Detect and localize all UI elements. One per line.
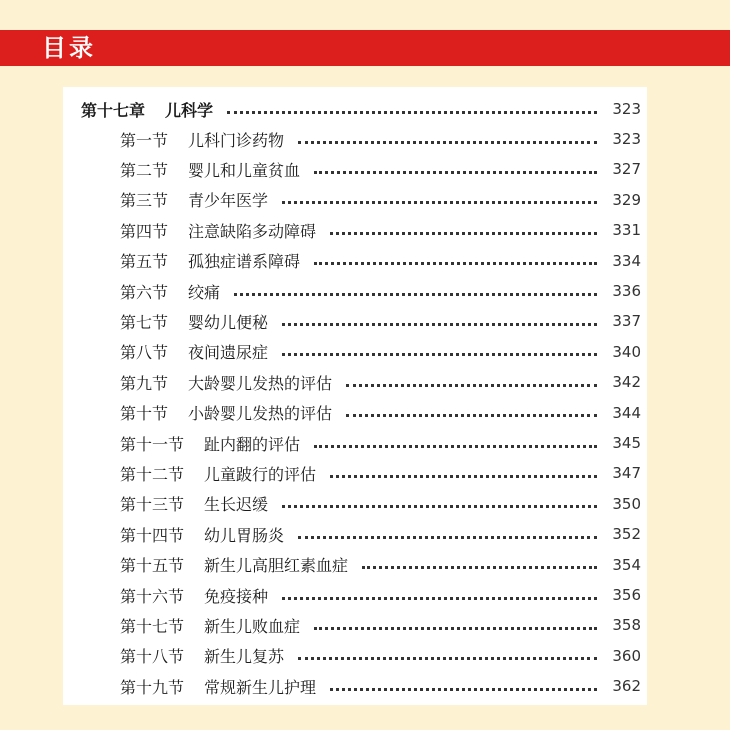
section-title: 生长迟缓 xyxy=(204,495,269,515)
page-number: 336 xyxy=(612,282,641,300)
section-number: 第十五节 xyxy=(120,556,185,576)
page-number: 344 xyxy=(612,403,641,422)
section-number: 第十六节 xyxy=(120,586,185,606)
section-number: 第十四节 xyxy=(120,525,185,545)
toc-section-row[interactable] xyxy=(63,185,647,215)
section-number: 第六节 xyxy=(120,282,169,302)
section-number: 第十九节 xyxy=(120,677,185,697)
page-number: 362 xyxy=(612,677,641,696)
section-title: 婴幼儿便秘 xyxy=(188,312,269,332)
dot-leader xyxy=(330,688,597,691)
toc-section-row[interactable] xyxy=(63,337,647,367)
section-number: 第九节 xyxy=(120,373,169,393)
section-number: 第四节 xyxy=(120,221,169,241)
dot-leader xyxy=(282,353,597,356)
page-number: 360 xyxy=(612,646,641,665)
dot-leader xyxy=(298,141,597,144)
toc-section-row[interactable] xyxy=(63,306,647,336)
page-number: 334 xyxy=(612,251,641,270)
page-number: 340 xyxy=(612,342,641,361)
page-number: 323 xyxy=(612,130,641,148)
toc-section-row[interactable] xyxy=(63,246,647,276)
toc-section-row[interactable] xyxy=(63,671,647,701)
dot-leader xyxy=(314,171,597,174)
section-title: 新生儿高胆红素血症 xyxy=(204,556,349,576)
toc-section-row[interactable] xyxy=(63,641,647,671)
section-title: 婴儿和儿童贫血 xyxy=(188,160,301,180)
toc-section-row[interactable] xyxy=(63,215,647,245)
dot-leader xyxy=(298,536,597,539)
dot-leader xyxy=(314,445,597,448)
section-number: 第十八节 xyxy=(120,647,185,667)
section-number: 第三节 xyxy=(120,191,169,211)
page-number: 337 xyxy=(612,312,641,331)
section-title: 小龄婴儿发热的评估 xyxy=(188,404,333,424)
toc-section-row[interactable] xyxy=(63,428,647,458)
section-title: 儿科门诊药物 xyxy=(188,130,285,150)
toc-section-row[interactable] xyxy=(63,276,647,306)
dot-leader xyxy=(346,384,597,387)
toc-section-row[interactable] xyxy=(63,519,647,549)
dot-leader xyxy=(314,262,597,265)
toc-section-row[interactable] xyxy=(63,489,647,519)
toc-panel xyxy=(63,87,647,705)
section-title: 免疫接种 xyxy=(204,586,269,606)
dot-leader xyxy=(282,201,597,204)
toc-section-row[interactable] xyxy=(63,124,647,154)
section-title: 新生儿败血症 xyxy=(204,616,301,636)
toc-section-row[interactable] xyxy=(63,398,647,428)
dot-leader xyxy=(282,323,597,326)
toc-chapter-row[interactable] xyxy=(63,94,647,124)
dot-leader xyxy=(314,627,597,630)
section-number: 第十一节 xyxy=(120,434,185,454)
section-title: 儿童跛行的评估 xyxy=(204,464,317,484)
section-number: 第十三节 xyxy=(120,495,185,515)
toc-section-row[interactable] xyxy=(63,580,647,610)
section-title: 新生儿复苏 xyxy=(204,647,285,667)
section-number: 第五节 xyxy=(120,252,169,272)
page-number: 352 xyxy=(612,525,641,544)
section-title: 大龄婴儿发热的评估 xyxy=(188,373,333,393)
dot-leader xyxy=(298,657,597,660)
page-number: 327 xyxy=(612,160,641,179)
header-bar xyxy=(0,30,730,66)
section-title: 注意缺陷多动障碍 xyxy=(188,221,317,241)
section-title: 夜间遗尿症 xyxy=(188,343,269,363)
section-title: 绞痛 xyxy=(188,282,221,302)
section-number: 第十节 xyxy=(120,404,169,424)
dot-leader xyxy=(282,597,597,600)
chapter-number: 第十七章 xyxy=(81,100,146,120)
toc-section-row[interactable] xyxy=(63,458,647,488)
toc-section-row[interactable] xyxy=(63,610,647,640)
dot-leader xyxy=(227,111,597,114)
section-number: 第二节 xyxy=(120,160,169,180)
dot-leader xyxy=(234,293,597,296)
page-number: 358 xyxy=(612,616,641,635)
dot-leader xyxy=(282,505,597,508)
page-number: 323 xyxy=(612,100,641,118)
section-number: 第一节 xyxy=(120,130,169,150)
section-title: 孤独症谱系障碍 xyxy=(188,252,301,272)
section-number: 第八节 xyxy=(120,343,169,363)
dot-leader xyxy=(330,232,597,235)
page-number: 331 xyxy=(612,221,641,240)
dot-leader xyxy=(362,566,597,569)
page-title: 目录 xyxy=(42,34,96,62)
toc-section-row[interactable] xyxy=(63,154,647,184)
section-number: 第十二节 xyxy=(120,464,185,484)
section-title: 青少年医学 xyxy=(188,191,269,211)
page-number: 345 xyxy=(612,434,641,452)
page-number: 329 xyxy=(612,190,641,209)
page-number: 342 xyxy=(612,373,641,392)
chapter-title: 儿科学 xyxy=(165,100,214,120)
section-title: 趾内翻的评估 xyxy=(204,434,301,454)
page-number: 354 xyxy=(612,555,641,574)
dot-leader xyxy=(330,475,597,478)
section-number: 第七节 xyxy=(120,312,169,332)
section-title: 常规新生儿护理 xyxy=(204,677,317,697)
section-title: 幼儿胃肠炎 xyxy=(204,525,285,545)
page-number: 356 xyxy=(612,586,641,604)
section-number: 第十七节 xyxy=(120,616,185,636)
page-number: 350 xyxy=(612,494,641,513)
toc-section-row[interactable] xyxy=(63,367,647,397)
toc-section-row[interactable] xyxy=(63,550,647,580)
page-number: 347 xyxy=(612,464,641,483)
dot-leader xyxy=(346,414,597,417)
